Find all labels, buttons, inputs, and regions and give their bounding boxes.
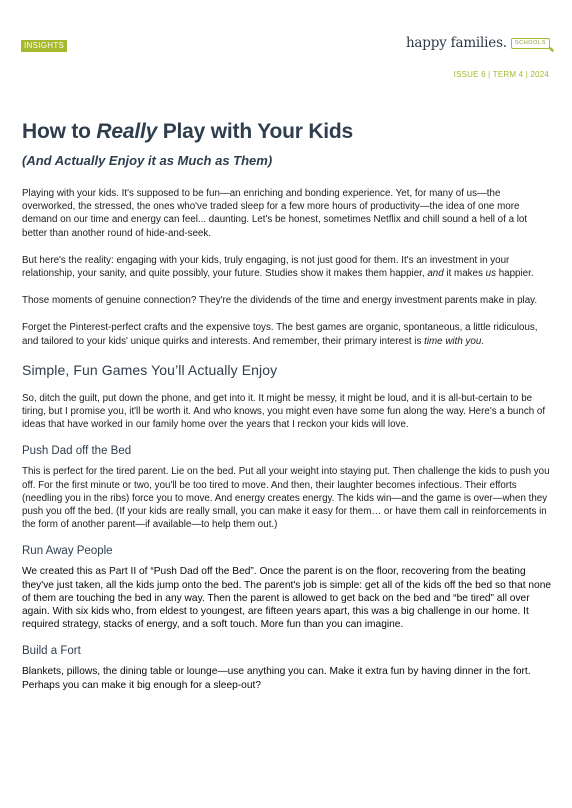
game-body: This is perfect for the tired parent. Lie on the bed. Put all your weight into staying put. Then challenge the kids to push you off. For the first minute or two, you'll be too tired to move. And then, their laughter becomes infectious. Their efforts (needling you in the ribs) force you to move. And energy creates energy. The kids win—and the game is over—when they push you off the bed. (If your kids are really small, you can make it easy for them… or have them call in reinforcements in the form of another parent—if available—to help them out.)	[22, 466, 550, 531]
brand-tag-label: SCHOOLS	[514, 39, 546, 46]
title-pre: How to	[22, 120, 97, 143]
p2-pre: But here's the reality: engaging with your kids, truly engaging, is not just good for them. It's an investment in your relationship, your sanity, and quite possibly, your future. Studies show it makes them happier,	[22, 254, 510, 280]
p2-em1: and	[427, 268, 444, 280]
p4-pre: Forget the Pinterest-perfect crafts and the expensive toys. The best games are organic, spontaneous, a little ridiculous, and tailored to your kids' unique quirks and interests. And remember, their primary interest is	[22, 322, 538, 347]
article-title	[22, 120, 353, 144]
brand-logo	[406, 35, 550, 51]
brand-name: happy families.	[405, 35, 507, 51]
game-title: Build a Fort	[22, 645, 81, 658]
paragraph-pinterest	[22, 321, 552, 347]
title-post: Play with Your Kids	[157, 120, 354, 143]
category-badge: INSIGHTS	[21, 40, 67, 52]
p2-em2: us	[485, 268, 496, 280]
p2-post: happier.	[495, 268, 534, 280]
section-intro: So, ditch the guilt, put down the phone, and get into it. It might be messy, it might be loud, and it is all-but-certain to be tiring, but I promise you, it'll be worth it. And who knows, you might even have some fun along the way. Here's a bunch of ideas that have worked in our family home over the years that I reckon your kids will love.	[22, 392, 546, 431]
game-body: Blankets, pillows, the dining table or lounge—use anything you can. Make it extra fun by having dinner in the fort. Perhaps you can make it big enough for a sleep-out?	[22, 666, 531, 691]
game-body: We created this as Part II of “Push Dad off the Bed”. Once the parent is on the floor, recovering from the beating they've just taken, all the kids jump onto the bed. The parent's job is simple: get all of the kids off the bed so that none of them are touching the bed in any way. Then the parent is allowed to get back on the bed and “be tired” all over again. With six kids who, from eldest to youngest, are fifteen years apart, this was a big challenge in our home. It required strategy, stacks of energy, and a soft touch. More fun than you can imagine.	[22, 566, 552, 631]
intro-paragraph: Playing with your kids. It's supposed to be fun—an enriching and bonding experience. Yet, for many of us—the overworked, the stressed, the ones who've traded sleep for a few more hours of productivity—the idea of one more demand on our time and energy can feel... daunting. Let's be honest, sometimes Netflix and chill sound a hell of a lot better than another round of hide-and-seek.	[22, 188, 528, 239]
article-subtitle: (And Actually Enjoy it as Much as Them)	[22, 153, 273, 168]
leaf-icon	[549, 47, 554, 52]
article-body	[22, 187, 552, 706]
issue-info: ISSUE 6 | TERM 4 | 2024	[453, 70, 549, 79]
brand-tag	[511, 38, 550, 49]
paragraph-reality	[22, 254, 552, 280]
p2-mid: it makes	[443, 268, 486, 280]
p4-em: time with you	[424, 335, 482, 347]
section-heading: Simple, Fun Games You’ll Actually Enjoy	[22, 361, 278, 378]
title-emphasis: Really	[96, 120, 158, 143]
paragraph-dividends: Those moments of genuine connection? They're the dividends of the time and energy investment parents make in play.	[22, 295, 538, 307]
game-title: Push Dad off the Bed	[22, 445, 132, 458]
p4-post: .	[481, 335, 485, 347]
game-title: Run Away People	[22, 545, 113, 558]
